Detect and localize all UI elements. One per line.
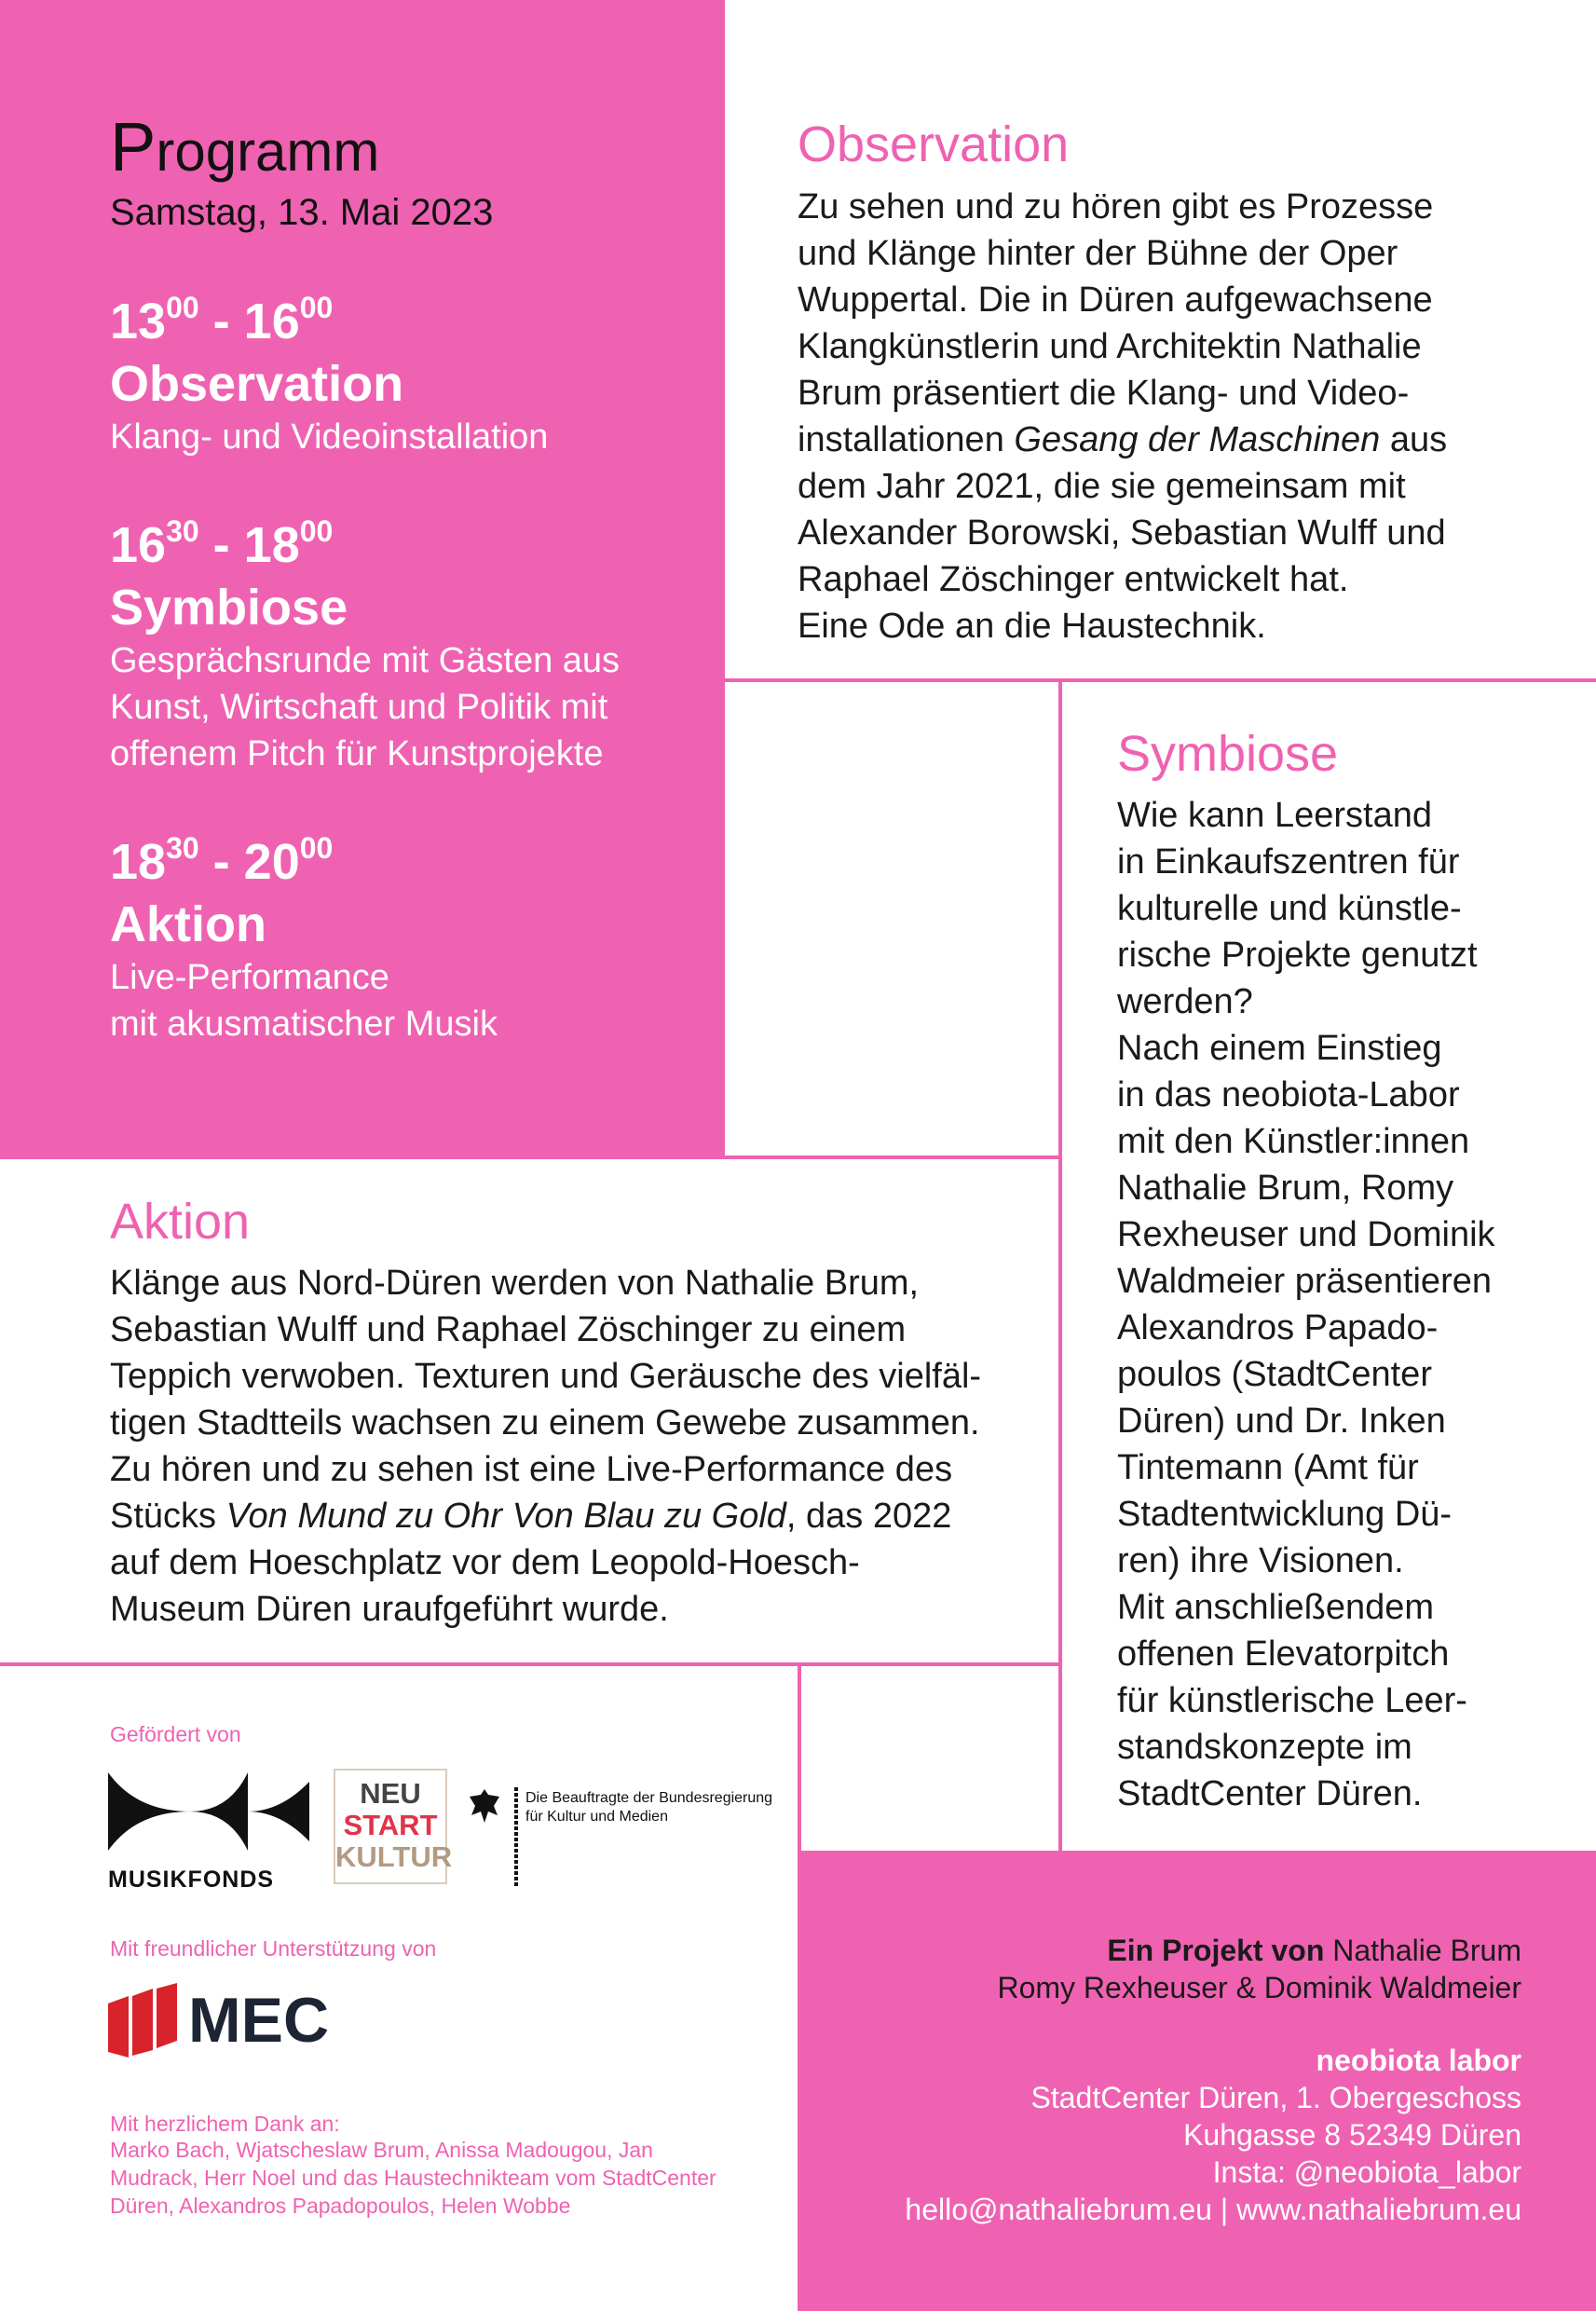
observation-title: Observation (798, 116, 1070, 172)
text-line: für künstlerische Leer- (1117, 1681, 1467, 1720)
slot-desc: Live-Performance (110, 958, 389, 997)
thanks-line: Düren, Alexandros Papadopoulos, Helen Wobbe (110, 2194, 571, 2218)
slot-desc: Kunst, Wirtschaft und Politik mit (110, 688, 608, 727)
text-line: Rexheuser und Dominik (1117, 1215, 1495, 1254)
text-line: ren) ihre Visionen. (1117, 1541, 1404, 1580)
thanks-line: Marko Bach, Wjatscheslaw Brum, Anissa Madougou, Jan (110, 2138, 653, 2162)
text-line: Düren) und Dr. Inken (1117, 1402, 1446, 1441)
project-credit-line2: Romy Rexheuser & Dominik Waldmeier (997, 1971, 1521, 2004)
text-line: werden? (1117, 982, 1253, 1021)
text-line: Alexander Borowski, Sebastian Wulff und (798, 513, 1446, 553)
text-line: mit den Künstler:innen (1117, 1122, 1470, 1161)
neustart-kultur-logo (334, 1769, 453, 1884)
text-line: standskonzepte im (1117, 1728, 1412, 1767)
text-line: Nach einem Einstieg (1117, 1029, 1442, 1068)
text-line: in Einkaufszentren für (1117, 842, 1460, 882)
address-line: StadtCenter Düren, 1. Obergeschoss (1030, 2081, 1521, 2114)
bkm-line: Die Beauftragte der Bundesregierung (525, 1790, 773, 1806)
text-line: tigen Stadtteils wachsen zu einem Gewebe zusammen. (110, 1403, 980, 1443)
thanks-list (110, 2136, 716, 2220)
slot-name: Aktion (110, 896, 266, 952)
text-line: Wie kann Leerstand (1117, 796, 1432, 835)
text-line: Zu hören und zu sehen ist eine Live-Performance des (110, 1450, 953, 1489)
musikfonds-wordmark: MUSIKFONDS (108, 1867, 275, 1893)
slot-time: $13^{00} - 16^{00}$ (110, 291, 334, 349)
text-line: Mit anschließendem (1117, 1588, 1435, 1627)
divider-observation-bottom (725, 678, 1596, 682)
contact-line: hello@nathaliebrum.eu | www.nathaliebrum.eu (905, 2193, 1521, 2226)
text-line: offenen Elevatorpitch (1117, 1634, 1450, 1674)
text-line: Stadtentwicklung Dü- (1117, 1495, 1453, 1534)
project-credit (1107, 1932, 1521, 1969)
program-date: Samstag, 13. Mai 2023 (110, 192, 494, 233)
text-line: StadtCenter Düren. (1117, 1774, 1423, 1813)
divider-aktion-bottom (0, 1662, 1062, 1666)
text-line: Teppich verwoben. Texturen und Geräusche des vielfäl- (110, 1357, 982, 1396)
slot-desc: offenem Pitch für Kunstprojekte (110, 734, 604, 773)
text-line: dem Jahr 2021, die sie gemeinsam mit (798, 467, 1406, 506)
bkm-line: für Kultur und Medien (525, 1809, 668, 1825)
text-line: Brum präsentiert die Klang- und Video- (798, 374, 1410, 413)
instagram-handle: Insta: @neobiota_labor (1212, 2155, 1521, 2189)
program-slot (110, 829, 498, 1047)
labor-name: neobiota labor (1316, 2044, 1521, 2077)
text-line: kulturelle und künstle- (1117, 889, 1462, 928)
text-line: Zu sehen und zu hören gibt es Prozesse (798, 187, 1434, 226)
text-line: Stücks Von Mund zu Ohr Von Blau zu Gold, das 2022 (110, 1497, 952, 1536)
project-name: Nathalie Brum (1324, 1934, 1521, 1967)
slot-name: Symbiose (110, 580, 348, 636)
slot-time: $18^{30} - 20^{00}$ (110, 831, 334, 890)
divider-aktion-top (0, 1156, 1062, 1159)
artwork-title: Gesang der Maschinen (1014, 420, 1381, 459)
divider-symbiose-left (1058, 678, 1062, 1851)
slot-desc: Gesprächsrunde mit Gästen aus (110, 641, 621, 680)
musikfonds-icon (108, 1765, 309, 1858)
text-line: installationen Gesang der Maschinen aus (798, 420, 1448, 459)
symbiose-title: Symbiose (1117, 726, 1339, 782)
neustart-line: KULTUR (335, 1840, 453, 1873)
text-line: Museum Düren uraufgeführt wurde. (110, 1590, 669, 1629)
federal-eagle-icon (468, 1787, 501, 1825)
text-line: Klänge aus Nord-Düren werden von Nathalie Brum, (110, 1264, 920, 1303)
text-line: in das neobiota-Labor (1117, 1075, 1460, 1114)
text-line: Sebastian Wulff und Raphael Zöschinger zu einem (110, 1310, 907, 1349)
text-line: rische Projekte genutzt (1117, 936, 1478, 975)
bkm-flag-bar (514, 1787, 518, 1886)
program-slot (110, 289, 548, 460)
text-line: Wuppertal. Die in Düren aufgewachsene (798, 280, 1433, 320)
text-line: Alexandros Papado- (1117, 1308, 1439, 1347)
neustart-line: NEU (360, 1777, 421, 1810)
neustart-line: START (343, 1809, 438, 1841)
thanks-label: Mit herzlichem Dank an: (110, 2112, 340, 2136)
bkm-text (525, 1789, 772, 1826)
mec-wordmark: MEC (188, 1985, 330, 2056)
symbiose-text (1117, 792, 1495, 1817)
divider-sponsor-right (798, 1662, 801, 2311)
slot-desc: Klang- und Videoinstallation (110, 417, 549, 457)
text-line: Raphael Zöschinger entwickelt hat. (798, 560, 1349, 599)
text-line: und Klänge hinter der Bühne der Oper (798, 234, 1398, 273)
aktion-text (110, 1260, 981, 1633)
text-line: Nathalie Brum, Romy (1117, 1169, 1454, 1208)
funded-by-label: Gefördert von (110, 1722, 241, 1746)
text-line: auf dem Hoeschplatz vor dem Leopold-Hoesch- (110, 1543, 860, 1582)
program-title: Programm (110, 108, 380, 185)
slot-time: $16^{30} - 18^{00}$ (110, 514, 334, 573)
mec-logo (108, 1983, 350, 2061)
artwork-title: Von Mund zu Ohr Von Blau zu Gold (225, 1497, 786, 1536)
text-line: poulos (StadtCenter (1117, 1355, 1432, 1394)
project-label: Ein Projekt von (1107, 1934, 1325, 1967)
text-line: Eine Ode an die Haustechnik. (798, 607, 1266, 646)
address-line: Kuhgasse 8 52349 Düren (1183, 2118, 1521, 2152)
bkm-logo (468, 1787, 784, 1890)
aktion-title: Aktion (110, 1194, 251, 1250)
program-slot (110, 513, 620, 777)
text-line: Waldmeier präsentieren (1117, 1262, 1492, 1301)
slot-name: Observation (110, 356, 404, 412)
support-label: Mit freundlicher Unterstützung von (110, 1936, 437, 1961)
thanks-line: Mudrack, Herr Noel und das Haustechnikteam vom StadtCenter (110, 2166, 716, 2190)
text-line: Klangkünstlerin und Architektin Nathalie (798, 327, 1422, 366)
mec-icon (108, 1983, 177, 2058)
observation-text (798, 184, 1447, 650)
text-line: Tintemann (Amt für (1117, 1448, 1419, 1487)
slot-desc: mit akusmatischer Musik (110, 1005, 498, 1044)
musikfonds-logo (108, 1765, 309, 1895)
